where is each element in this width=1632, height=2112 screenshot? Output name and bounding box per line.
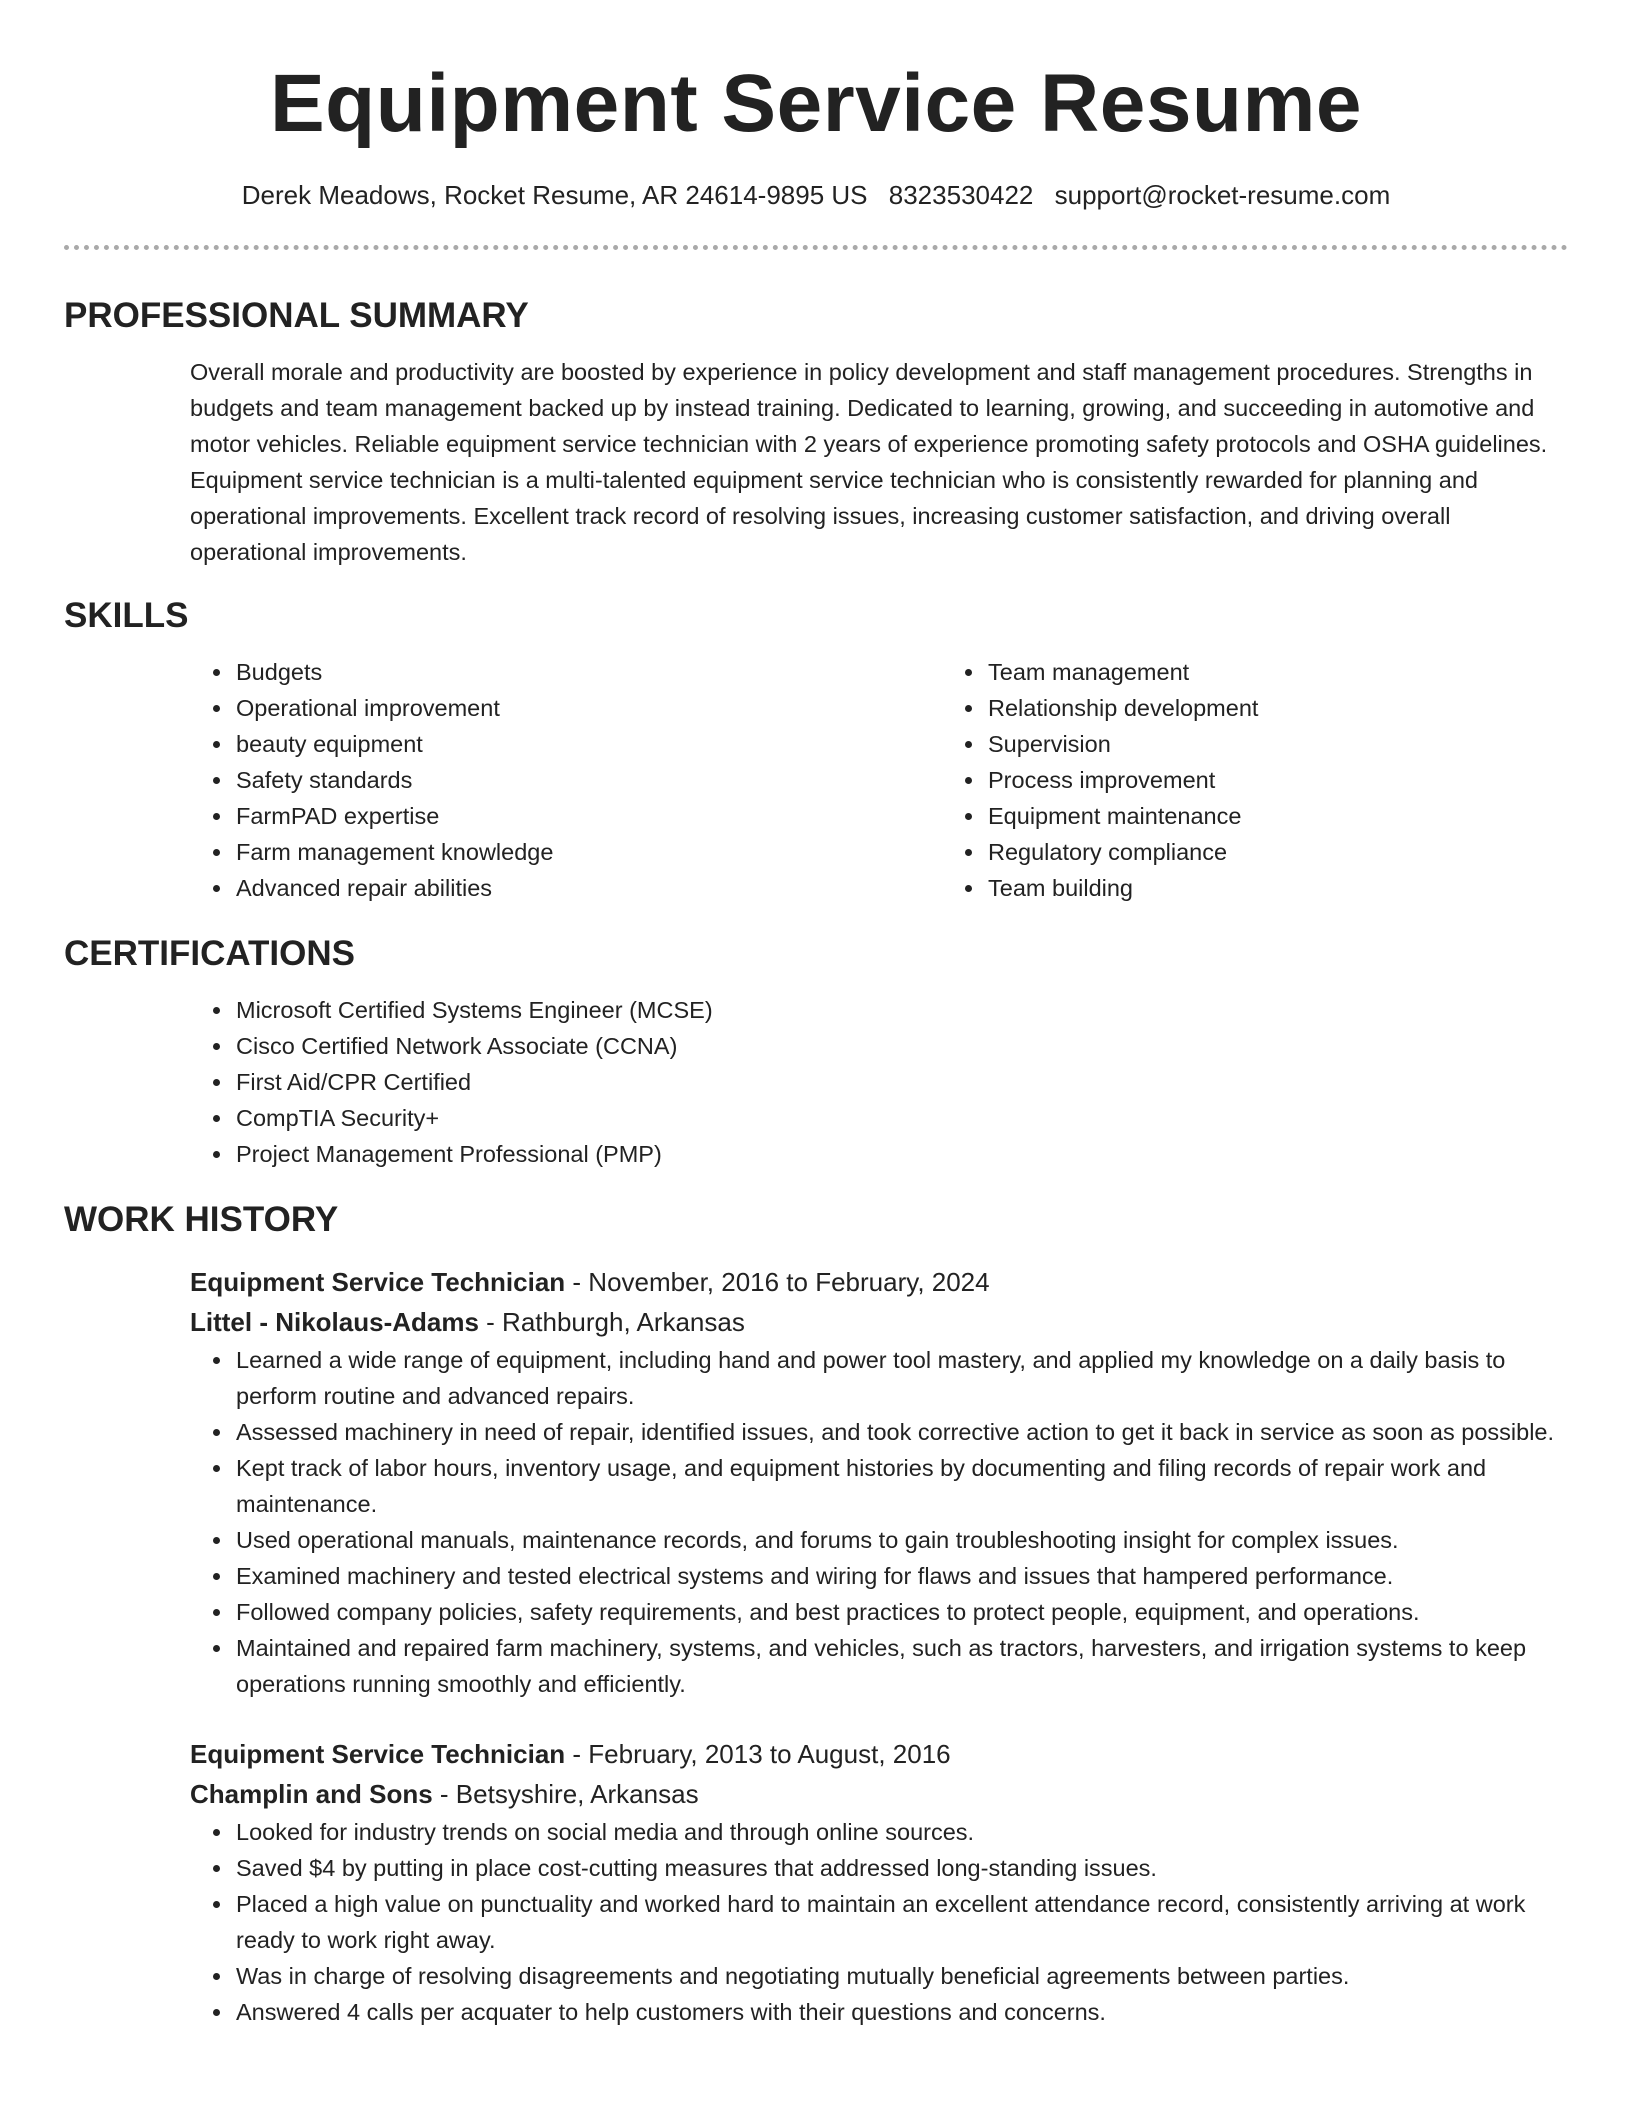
- job-dates: - November, 2016 to February, 2024: [565, 1267, 990, 1297]
- job-title: Equipment Service Technician: [190, 1267, 566, 1297]
- skill-item: • Regulatory compliance: [986, 834, 1568, 870]
- header-divider: [64, 245, 1568, 250]
- skill-item: • Process improvement: [986, 762, 1568, 798]
- skill-item: • Team management: [986, 654, 1568, 690]
- job-duty: • Saved $4 by putting in place cost-cutting measures that addressed long-standing issues.: [234, 1850, 1568, 1886]
- certification-item: • CompTIA Security+: [234, 1100, 1568, 1136]
- contact-line: [64, 178, 1568, 212]
- job-entry: [64, 1262, 1568, 1702]
- job-duty: • Kept track of labor hours, inventory usage, and equipment histories by documenting and filing records of repair work and maintenance.: [234, 1450, 1568, 1522]
- summary-text: Overall morale and productivity are boosted by experience in policy development and staff management procedures. Strengths in budgets and team management backed up by instead training. Dedicated to learning, growing, and succeeding in automotive and motor vehicles. Reliable equipment service technician with 2 years of experience promoting safety protocols and OSHA guidelines. Equipment service technician is a multi-talented equipment service technician who is consistently rewarded for planning and operational improvements. Excellent track record of resolving issues, increasing customer satisfaction, and driving overall operational improvements.: [190, 359, 1548, 565]
- certifications-heading: CERTIFICATIONS: [64, 934, 356, 973]
- skills-columns: [64, 654, 1568, 906]
- job-duty: • Examined machinery and tested electrical systems and wiring for flaws and issues that hampered performance.: [234, 1558, 1568, 1594]
- skill-item: • Advanced repair abilities: [234, 870, 816, 906]
- job-title-line: [190, 1734, 1568, 1774]
- certification-item: • Microsoft Certified Systems Engineer (MCSE): [234, 992, 1568, 1028]
- job-duty: • Followed company policies, safety requirements, and best practices to protect people, equipment, and operations.: [234, 1594, 1568, 1630]
- job-company: Champlin and Sons: [190, 1779, 433, 1809]
- certifications-list: [64, 992, 1568, 1172]
- skill-item: • Budgets: [234, 654, 816, 690]
- job-duty: • Placed a high value on punctuality and worked hard to maintain an excellent attendance record, consistently arriving at work ready to work right away.: [234, 1886, 1568, 1958]
- skills-list-left: [64, 654, 816, 906]
- skill-item: • Farm management knowledge: [234, 834, 816, 870]
- skill-item: • Safety standards: [234, 762, 816, 798]
- job-duty: • Learned a wide range of equipment, including hand and power tool mastery, and applied my knowledge on a daily basis to perform routine and advanced repairs.: [234, 1342, 1568, 1414]
- skill-item: • Team building: [986, 870, 1568, 906]
- job-dates: - February, 2013 to August, 2016: [565, 1739, 951, 1769]
- contact-email: support@rocket-resume.com: [1054, 180, 1391, 210]
- job-duty: • Was in charge of resolving disagreements and negotiating mutually beneficial agreements between parties.: [234, 1958, 1568, 1994]
- certification-item: • Project Management Professional (PMP): [234, 1136, 1568, 1172]
- job-location: - Betsyshire, Arkansas: [432, 1779, 699, 1809]
- job-duty: • Assessed machinery in need of repair, identified issues, and took corrective action to get it back in service as soon as possible.: [234, 1414, 1568, 1450]
- job-title-line: [190, 1262, 1568, 1302]
- contact-address: Derek Meadows, Rocket Resume, AR 24614-9895 US: [241, 180, 868, 210]
- summary-heading: PROFESSIONAL SUMMARY: [64, 296, 529, 335]
- job-company-line: [190, 1302, 1568, 1342]
- job-duty: • Looked for industry trends on social media and through online sources.: [234, 1814, 1568, 1850]
- job-company: Littel - Nikolaus-Adams: [190, 1307, 479, 1337]
- job-duty: • Used operational manuals, maintenance records, and forums to gain troubleshooting insight for complex issues.: [234, 1522, 1568, 1558]
- resume-title: Equipment Service Resume: [269, 58, 1363, 149]
- job-location: - Rathburgh, Arkansas: [478, 1307, 745, 1337]
- contact-phone: 8323530422: [888, 180, 1034, 210]
- certification-item: • Cisco Certified Network Associate (CCNA): [234, 1028, 1568, 1064]
- skills-heading: SKILLS: [64, 596, 189, 635]
- job-duties-list: [64, 1342, 1568, 1702]
- skill-item: • Supervision: [986, 726, 1568, 762]
- job-entry: [64, 1734, 1568, 2030]
- job-duty: • Answered 4 calls per acquater to help customers with their questions and concerns.: [234, 1994, 1568, 2030]
- resume-page: [64, 0, 1568, 2030]
- job-duties-list: [64, 1814, 1568, 2030]
- job-duty: • Maintained and repaired farm machinery, systems, and vehicles, such as tractors, harvesters, and irrigation systems to keep operations running smoothly and efficiently.: [234, 1630, 1568, 1702]
- work-history-heading: WORK HISTORY: [64, 1200, 339, 1239]
- skills-list-right: [986, 654, 1568, 906]
- job-title: Equipment Service Technician: [190, 1739, 566, 1769]
- skill-item: • Relationship development: [986, 690, 1568, 726]
- certification-item: • First Aid/CPR Certified: [234, 1064, 1568, 1100]
- skill-item: • Equipment maintenance: [986, 798, 1568, 834]
- skill-item: • Operational improvement: [234, 690, 816, 726]
- skill-item: • beauty equipment: [234, 726, 816, 762]
- job-company-line: [190, 1774, 1568, 1814]
- skill-item: • FarmPAD expertise: [234, 798, 816, 834]
